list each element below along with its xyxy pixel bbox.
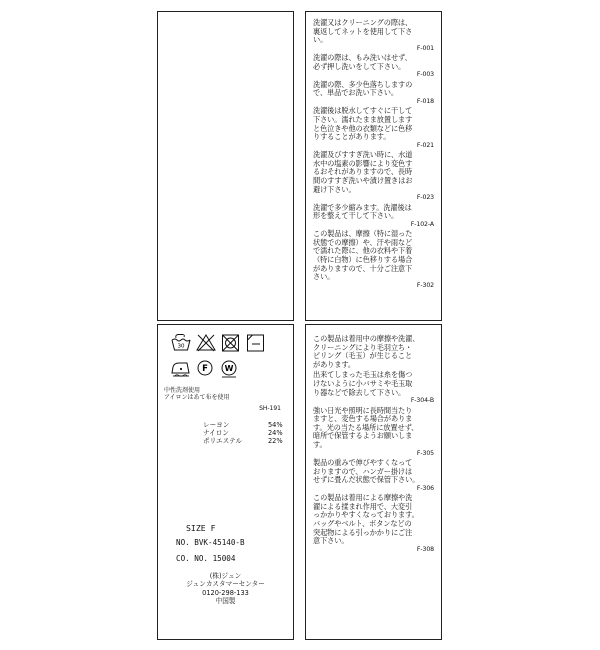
instruction-line: 間のすすぎ洗いや漬け置きはお xyxy=(313,175,413,185)
instruction-line: 意下さい。 xyxy=(313,536,349,546)
care-instructions-panel-2 xyxy=(305,324,442,640)
instruction-line: るおそれがありますので、長時 xyxy=(313,167,413,177)
iron-low-icon xyxy=(170,359,192,377)
instruction-code: F-306 xyxy=(416,484,434,492)
line-dry-shade-icon xyxy=(245,333,267,353)
care-notes xyxy=(164,387,229,402)
instruction-code: F-001 xyxy=(416,44,434,52)
article-number: NO. BVK-45140-B xyxy=(176,538,245,547)
instruction-line: 水中の塩素の影響により変色す xyxy=(313,158,413,168)
instruction-code: F-308 xyxy=(416,545,434,553)
fiber-name: レーヨン xyxy=(203,421,230,429)
svg-text:W: W xyxy=(224,364,234,373)
instruction-line: この製品は着用による摩擦や洗 xyxy=(313,493,413,503)
instruction-line: い。 xyxy=(313,35,328,45)
care-instruction xyxy=(313,371,434,404)
customer-center: ジュンカスタマーセンター xyxy=(186,580,265,589)
size-label: SIZE F xyxy=(186,523,216,533)
co-number: CO. NO. 15004 xyxy=(176,554,236,563)
instruction-line: 裏返してネットを使用して下さ xyxy=(313,26,413,36)
care-note-1: 中性洗剤使用 xyxy=(164,387,201,394)
care-instruction xyxy=(313,81,434,106)
instruction-line: で、単品でお洗い下さい。 xyxy=(313,88,398,98)
instruction-line: 突起物による引っかかりにご注 xyxy=(313,527,413,537)
care-instruction xyxy=(313,335,434,369)
instruction-line: 製品の重みで伸びやすくなって xyxy=(313,457,413,467)
care-instruction xyxy=(313,459,434,492)
instruction-line: 洗濯又はクリーニングの際は、 xyxy=(313,18,413,27)
instruction-line: 洗濯の際、多少色落ちしますの xyxy=(313,79,413,89)
phone-number: 0120-298-133 xyxy=(202,588,249,597)
fiber-name: ナイロン xyxy=(203,429,229,437)
company-name: (株)ジュン xyxy=(209,572,242,580)
instruction-line: 出来てしまった毛玉は糸を傷つ xyxy=(313,370,413,380)
care-note-2: アイロンはあて布を使用 xyxy=(164,394,230,402)
instruction-code: F-023 xyxy=(416,194,434,202)
instruction-code: F-305 xyxy=(416,449,434,457)
care-instruction xyxy=(313,151,434,201)
fiber-row xyxy=(203,421,283,429)
instruction-line: と色泣きや他の衣類などに色移 xyxy=(313,123,413,133)
instruction-line: す。光の当たる場所に放置せず、 xyxy=(313,422,419,432)
instruction-line: す。 xyxy=(313,439,327,449)
instruction-code: F-302 xyxy=(416,281,434,289)
fiber-percent: 22% xyxy=(267,437,283,445)
care-instructions-panel xyxy=(305,11,442,321)
care-instruction xyxy=(313,19,434,52)
contact-info xyxy=(158,572,293,606)
instruction-line: おりますので、ハンガー掛けは xyxy=(313,466,413,476)
instruction-line: （特に白物）に色移りする場合 xyxy=(313,254,413,264)
svg-text:F: F xyxy=(202,364,208,374)
instruction-line: 強い日光や照明に長時間当たり xyxy=(313,405,413,415)
instruction-line: で濡れた際に、他の衣料や下着 xyxy=(313,246,413,256)
care-symbols-row-2 xyxy=(170,359,243,379)
instruction-code: F-304-B xyxy=(410,397,434,405)
instruction-line: 洗濯の際は、もみ洗いはせず、 xyxy=(313,53,412,63)
fiber-percent: 54% xyxy=(267,421,283,429)
dry-clean-f-icon xyxy=(195,359,215,377)
no-bleach-icon xyxy=(195,333,217,353)
instruction-line: があります。 xyxy=(313,359,355,369)
country-of-origin: 中国製 xyxy=(215,597,236,606)
model-code: SH-191 xyxy=(259,405,281,412)
fiber-composition-table xyxy=(203,421,283,445)
fiber-percent: 24% xyxy=(267,429,283,437)
instruction-line: この製品は着用中の摩擦や洗濯、 xyxy=(313,334,420,343)
wet-clean-w-icon xyxy=(218,359,240,379)
instruction-line: 下さい。濡れたまま放置します xyxy=(313,114,413,124)
instruction-line: けないように小バサミや毛玉取 xyxy=(313,378,413,388)
instruction-line: 避け下さい。 xyxy=(313,184,356,194)
care-instructions-list-2 xyxy=(313,335,434,555)
care-instruction xyxy=(313,204,434,229)
instruction-line: せずに畳んだ状態で保管下さい。 xyxy=(313,475,420,485)
svg-text:30: 30 xyxy=(177,343,185,350)
hand-wash-icon xyxy=(170,333,192,353)
instruction-line: 状態での摩擦）や、汗や雨など xyxy=(313,237,413,247)
instruction-line: り器などで除去して下さい。 xyxy=(313,387,406,397)
instruction-line: 濯による揉まれ作用で、大変引 xyxy=(313,501,413,511)
instruction-line: さい。 xyxy=(313,272,335,282)
instruction-line: 形を整えて干して下さい。 xyxy=(313,211,399,221)
fiber-name: ポリエステル xyxy=(203,437,242,445)
instruction-line: っかかりやすくなっております。 xyxy=(313,510,419,520)
instruction-line: クリーニングにより毛羽立ち・ xyxy=(313,342,413,352)
instruction-line: ますと、変色する場合がありま xyxy=(313,414,413,424)
care-instruction xyxy=(313,54,434,79)
fiber-row xyxy=(203,437,283,445)
instruction-line: バッグやベルト、ボタンなどの xyxy=(313,518,412,528)
no-tumble-dry-icon xyxy=(220,333,242,353)
instruction-line: がありますので、十分ご注意下 xyxy=(313,263,413,273)
care-instruction xyxy=(313,230,434,289)
care-instruction xyxy=(313,407,434,457)
instruction-code: F-021 xyxy=(416,141,434,149)
blank-label-panel xyxy=(157,11,294,321)
instruction-line: 必ず押し洗いをして下さい。 xyxy=(313,61,406,71)
fiber-row xyxy=(203,429,283,437)
instruction-line: 洗濯及びすすぎ洗い時に、水道 xyxy=(313,150,413,160)
instruction-line: 洗濯後は脱水してすぐに干して xyxy=(313,106,413,116)
care-instruction xyxy=(313,494,434,553)
instruction-line: りすることがあります。 xyxy=(313,132,391,142)
instruction-line: この製品は、摩擦（特に湿った xyxy=(313,229,413,239)
instruction-code: F-003 xyxy=(416,71,434,79)
instruction-line: 暗所で保管するようお願いしま xyxy=(313,431,413,441)
care-instructions-list xyxy=(313,19,434,291)
instruction-line: 洗濯で多少縮みます。洗濯後は xyxy=(313,202,412,212)
product-info-panel xyxy=(157,324,294,640)
care-symbols-row-1 xyxy=(170,333,270,353)
instruction-line: ピリング（毛玉）が生じること xyxy=(313,351,413,361)
instruction-code: F-102-A xyxy=(410,220,434,228)
instruction-code: F-018 xyxy=(416,97,434,105)
care-instruction xyxy=(313,107,434,149)
